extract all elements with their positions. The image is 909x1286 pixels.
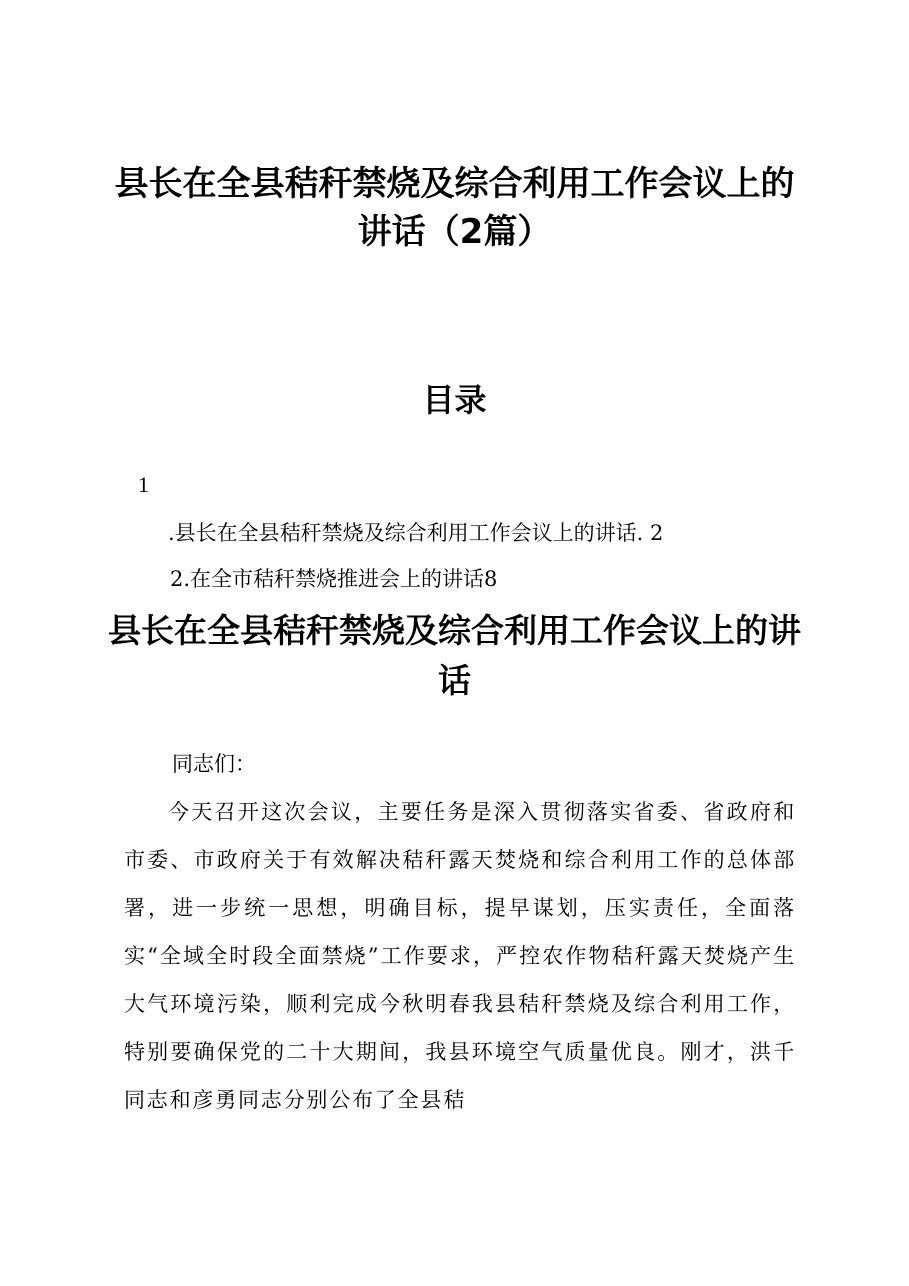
toc-item-2[interactable]: 2.在全市秸秆禁烧推进会上的讲话8 [170, 567, 498, 591]
document-title: 县长在全县秸秆禁烧及综合利用工作会议上的讲话（2篇） [114, 164, 795, 252]
section-title: 县长在全县秸秆禁烧及综合利用工作会议上的讲话 [108, 611, 801, 700]
toc-item-1[interactable]: .县长在全县秸秆禁烧及综合利用工作会议上的讲话. 2 [168, 521, 664, 545]
body-paragraph: 今天召开这次会议，主要任务是深入贯彻落实省委、省政府和市委、市政府关于有效解决秸秆露天焚烧和综合利用工作的总体部署，进一步统一思想，明确目标，提早谋划，压实责任，全面落实“全域全时段全面禁烧”工作要求，严控农作物秸秆露天焚烧产生大气环境污染，顺利完成今秋明春我县秸秆禁烧及综合利用工作，特别要确保党的二十大期间，我县环境空气质量优良。刚才，洪千同志和彦勇同志分别公布了全县秸 [124, 800, 796, 1112]
toc-number: 1 [138, 472, 149, 497]
toc-heading: 目录 [422, 381, 487, 419]
salutation: 同志们： [172, 752, 256, 776]
